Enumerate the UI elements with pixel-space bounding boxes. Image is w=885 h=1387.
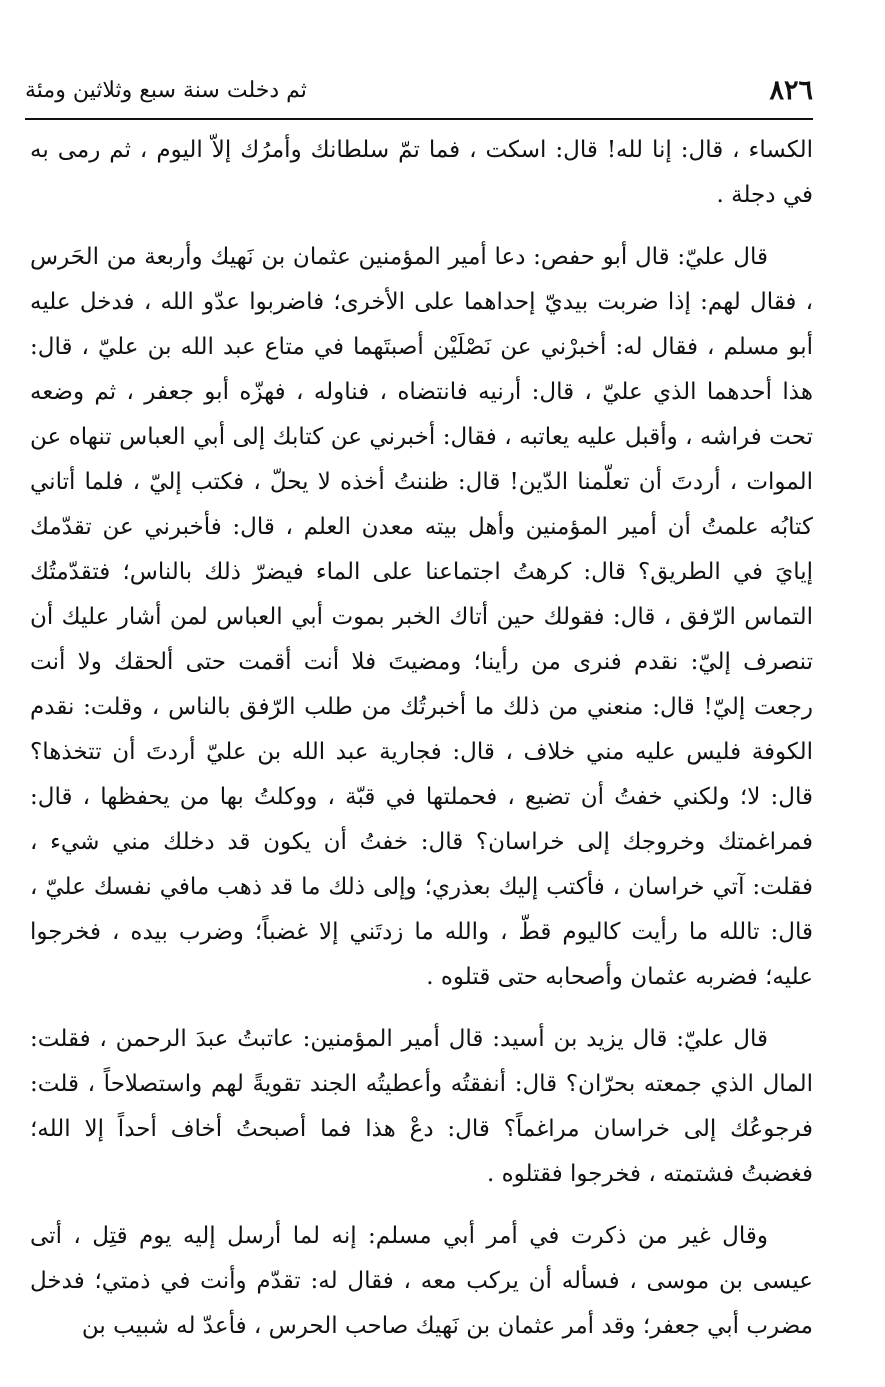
text-line: خلاف ، قال: فجارية عبد الله بن عليّ أردتَ أن تتخذها؟ قال: لا؛ ولكني خفتُ [30,739,813,810]
paragraph-gap [30,218,813,235]
text-line: قال عليّ: قال أبو حفص: دعا أمير المؤمنين عثمان بن نَهيك وأربعة من [106,244,768,270]
text-line: وقال غير من ذكرت في أمر أبي مسلم: إنه لما أرسل إليه يوم قتِل ، أتى [30,1223,768,1249]
paragraph-others [30,1214,813,1349]
paragraph-continued [30,128,813,218]
text-line: أخذه لا يحلّ ، فكتب إليّ ، فلما أتاني كتابُه علمتُ أن أمير المؤمنين وأهل بيته [30,469,814,540]
text-line: أبو جعفر ، ثم وضعه تحت فراشه ، وأقبل عليه يعاتبه ، فقال: أخبرني عن [30,379,813,450]
running-title: ثم دخلت سنة سبع وثلاثين ومئة [25,77,307,103]
header-rule [25,118,813,120]
text-line: عليّ ، قال: هذا أحدهما الذي عليّ ، قال: أرنيه فانتضاه ، فناوله ، فهزّه [30,334,813,405]
text-line: معدن العلم ، قال: فأخبرني عن تقدّمك إيايَ في الطريق؟ قال: كرهتُ اجتماعنا [30,514,814,585]
paragraph-gap [30,1197,813,1214]
text-line: وخروجك إلى خراسان؟ قال: خفتُ أن يكون قد دخلك مني شيء ، فقلت: آتي [30,829,813,900]
text-line: الخبر بموت أبي العباس لمن أشار عليك أن تنصرف إليّ: نقدم فنرى من رأينا؛ [30,604,813,675]
text-line: على الماء فيضرّ ذلك بالناس؛ فتقدّمتُك التماس الرّفق ، قال: فقولك حين أتاك [30,559,813,630]
text-line: كتابك إلى أبي العباس تنهاه عن الموات ، أردتَ أن تعلّمنا الدّين! قال: ظننتُ [30,424,813,495]
text-line: واستصلاحاً ، قلت: فرجوعُك إلى خراسان مراغماً؟ قال: دعْ هذا فما أصبحتُ [30,1071,814,1142]
text-line: الحَرس ، فقال لهم: إذا ضربت بيديّ إحداهما على الأخرى؛ فاضربوا عدّو الله ، [30,244,814,315]
text-line: أن تضيع ، فحملتها في قبّة ، ووكلتُ بها من يحفظها ، قال: فمراغمتك [30,784,813,855]
text-line: ومضيتَ فلا أنت أقمت حتى ألحقك ولا أنت رجعت إليّ! قال: منعني من ذلك [30,649,814,720]
text-line: تالله ما رأيت كاليوم قطّ ، والله ما زدتَني إلا غضباً؛ وضرب بيده ، فخرجوا عليه؛ [30,919,813,990]
page-header [25,70,813,110]
paragraph-gap [30,1000,813,1017]
page-number: ٨٢٦ [769,74,813,106]
text-line: عيسى بن موسى ، فسأله أن يركب معه ، فقال له: تقدّم وأنت في ذمتي؛ فدخل [30,1268,813,1294]
text-line: فقلت: المال الذي جمعته بحرّان؟ قال: أنفقتُه وأعطيتُه الجند تقويةً لهم [30,1026,814,1097]
text-line: أخاف أحداً إلا الله؛ فغضبتُ فشتمته ، فخرجوا فقتلوه . [30,1116,813,1187]
text-line: فدخل عليه أبو مسلم ، فقال له: أخبرْني عن نَصْلَيْن أصبتَهما في متاع عبد الله بن [30,289,813,360]
text-line: به في دجلة . [30,137,813,208]
text-line: الكساء ، قال: إنا لله! قال: اسكت ، فما تمّ سلطانك وأمرُك إلاّ اليوم ، ثم رمى [57,137,813,163]
text-line: قال عليّ: قال يزيد بن أسيد: قال أمير المؤمنين: عاتبتُ عبدَ الرحمن ، [99,1026,769,1052]
paragraph-abu-hafs [30,235,813,1000]
paragraph-yazid [30,1017,813,1197]
text-line: مضرب أبي جعفر؛ وقد أمر عثمان بن نَهيك صاحب الحرس ، فأعدّ له شبيب بن [81,1313,813,1339]
body-text [30,128,813,1349]
text-line: ما أخبرتُك من طلب الرّفق بالناس ، وقلت: نقدم الكوفة فليس عليه مني [30,694,814,765]
text-line: خراسان ، فأكتب إليك بعذري؛ وإلى ذلك ما قد ذهب مافي نفسك عليّ ، قال: [30,874,814,945]
text-line: فضربه عثمان وأصحابه حتى قتلوه . [426,964,758,990]
